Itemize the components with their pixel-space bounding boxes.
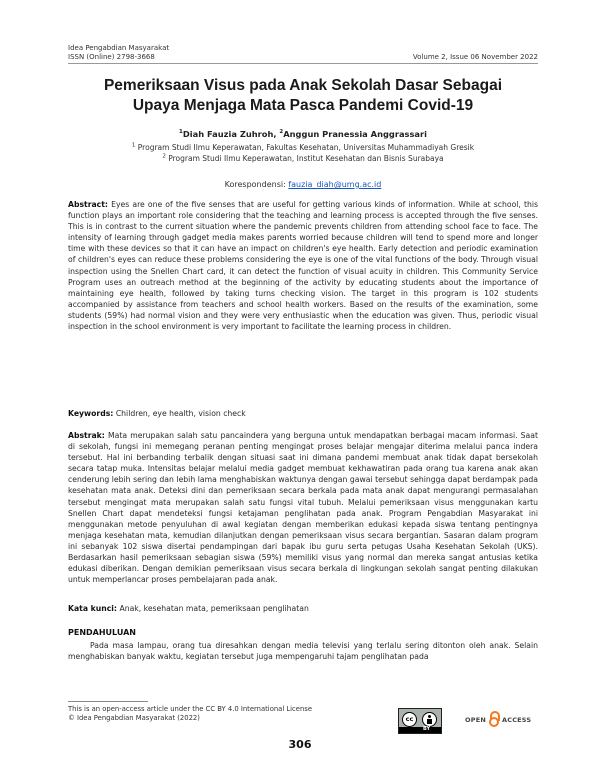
access-label: ACCESS [502, 716, 532, 724]
open-label: OPEN [465, 716, 486, 724]
affiliation-1 [68, 143, 538, 152]
keywords-indonesian-label: Kata kunci: [68, 604, 118, 613]
article-title [68, 76, 538, 116]
affiliation-1-marker: 1 [131, 142, 136, 149]
introduction-paragraph: Pada masa lampau, orang tua diresahkan dengan media televisi yang terlalu sering ditonton oleh anak. Selain menghabiskan banyak waktu, kegiatan tersebut juga mempengaruhi tajam penglihatan pada [68, 641, 538, 662]
badge-strip [399, 727, 441, 733]
correspondence [68, 180, 538, 189]
license-footer [68, 705, 312, 723]
abstract-english-label: Abstract: [68, 200, 108, 209]
running-header-left [68, 44, 169, 62]
keywords-indonesian-text: Anak, kesehatan mata, pemeriksaan penglihatan [117, 604, 309, 613]
author-list [68, 129, 538, 139]
keywords-english-label: Keywords: [68, 409, 114, 418]
journal-name: Idea Pengabdian Masyarakat [68, 44, 170, 52]
person-icon [422, 712, 437, 727]
title-line-1: Pemeriksaan Visus pada Anak Sekolah Dasar Sebagai [103, 77, 503, 94]
author-1: Diah Fauzia Zuhroh, [182, 129, 280, 139]
cc-by-license-badge[interactable] [398, 708, 442, 734]
issn: ISSN (Online) 2798-3668 [68, 53, 155, 61]
author-2-affil-marker: 2 [279, 129, 284, 136]
keywords-english [68, 408, 538, 419]
affiliation-2 [68, 154, 538, 163]
abstract-english [68, 199, 538, 332]
correspondence-email-link[interactable]: fauzia_diah@umg.ac.id [288, 180, 382, 189]
abstract-indonesian [68, 430, 538, 585]
by-label: BY [423, 726, 431, 732]
keywords-english-text: Children, eye health, vision check [113, 409, 246, 418]
section-heading: PENDAHULUAN [68, 628, 136, 637]
page-number: 306 [288, 738, 312, 751]
cc-icon: cc [402, 712, 417, 727]
license-text[interactable]: This is an open-access article under the CC BY 4.0 International License [68, 705, 313, 713]
footer-divider [68, 701, 148, 702]
affiliation-1-text: Program Studi Ilmu Keperawatan, Fakultas Kesehatan, Universitas Muhammadiyah Gresik [135, 143, 475, 152]
abstract-english-text: Eyes are one of the five senses that are useful for getting various kinds of information. While at school, this function plays an important role considering that the teaching and learning process is accepted through the five senses. This is in contrast to the current situation where the pandemic prevents children from attending school face to face. The intensity of learning through gadget media makes parents worried because children will tend to spend more and longer time with these devices so that it can have an impact on children's eye health. Early detection and periodic examination of children's eyes can reduce these problems considering the eye is one of the vital functions of the body. Through visual inspection using the Snellen Chart card, it can detect the function of visual acuity in children. This Community Service Program uses an outreach method at the beginning of the activity by educating students about the importance of maintaining eye health, followed by taking turns checking vision. The target in this program is 102 students accompanied by assistance from teachers and school health workers. Based on the results of the examination, some students (59%) had normal vision and they were very enthusiastic when the education was given. Thus, periodic visual inspection in the school environment is very important to facilitate the learning process in children. [68, 200, 538, 332]
abstract-indonesian-text: Mata merupakan salah satu pancaindera yang berguna untuk mendapatkan berbagai macam informasi. Saat di sekolah, fungsi ini memegang peranan penting mengingat proses belajar mengajar diterima melalui panca indera tersebut. Hal ini berbanding terbalik dengan situasi saat ini dimana pandemi membuat anak tidak dapat bersekolah secara tatap muka. Intensitas belajar melalui media gadget membuat kekhawatiran pada orang tua karena anak akan cenderung lebih sering dan lebih lama menghabiskan waktunya dengan gawai tersebut sehingga dapat berdampak pada kesehatan mata anak. Deteksi dini dan pemeriksaan secara berkala pada mata anak dapat mengurangi permasalahan tersebut mengingat mata merupakan salah satu fungsi vital tubuh. Melalui pemeriksaan visus menggunakan kartu Snellen Chart dapat mendeteksi fungsi ketajaman penglihatan pada anak. Program Pengabdian Masyarakat ini menggunakan metode penyuluhan di awal kegiatan dengan memberikan edukasi kepada siswa tentang pentingnya menjaga kesehatan mata, kemudian dilanjutkan dengan pemeriksaan visus secara bergantian. Sasaran dalam program ini sebanyak 102 siswa disertai pendampingan dari bapak ibu guru serta petugas Usaha Kesehatan Sekolah (UKS). Berdasarkan hasil pemeriksaan sebagian siswa (59%) memiliki visus yang normal dan mereka sangat antusias ketika edukasi diberikan. Dengan demikian pemeriksaan visus secara berkala di lingkungan sekolah sangat penting dilakukan untuk memperlancar proses pembelajaran pada anak. [68, 431, 538, 585]
copyright-text: © Idea Pengabdian Masyarakat (2022) [68, 714, 200, 722]
title-line-2: Upaya Menjaga Mata Pasca Pandemi Covid-19 [132, 97, 474, 114]
keywords-indonesian [68, 603, 538, 614]
header-divider [68, 63, 538, 64]
open-access-logo [465, 716, 532, 724]
correspondence-label: Korespondensi: [224, 180, 289, 189]
affiliation-2-marker: 2 [162, 153, 166, 160]
author-2: Anggun Pranessia Anggrassari [283, 129, 427, 139]
affiliation-2-text: Program Studi Ilmu Keperawatan, Institut Kesehatan dan Bisnis Surabaya [165, 154, 444, 163]
volume-issue: Volume 2, Issue 06 November 2022 [412, 53, 538, 61]
open-lock-icon [489, 711, 499, 727]
author-1-affil-marker: 1 [179, 129, 183, 136]
lock-body [489, 717, 499, 727]
abstract-indonesian-label: Abstrak: [68, 431, 105, 440]
